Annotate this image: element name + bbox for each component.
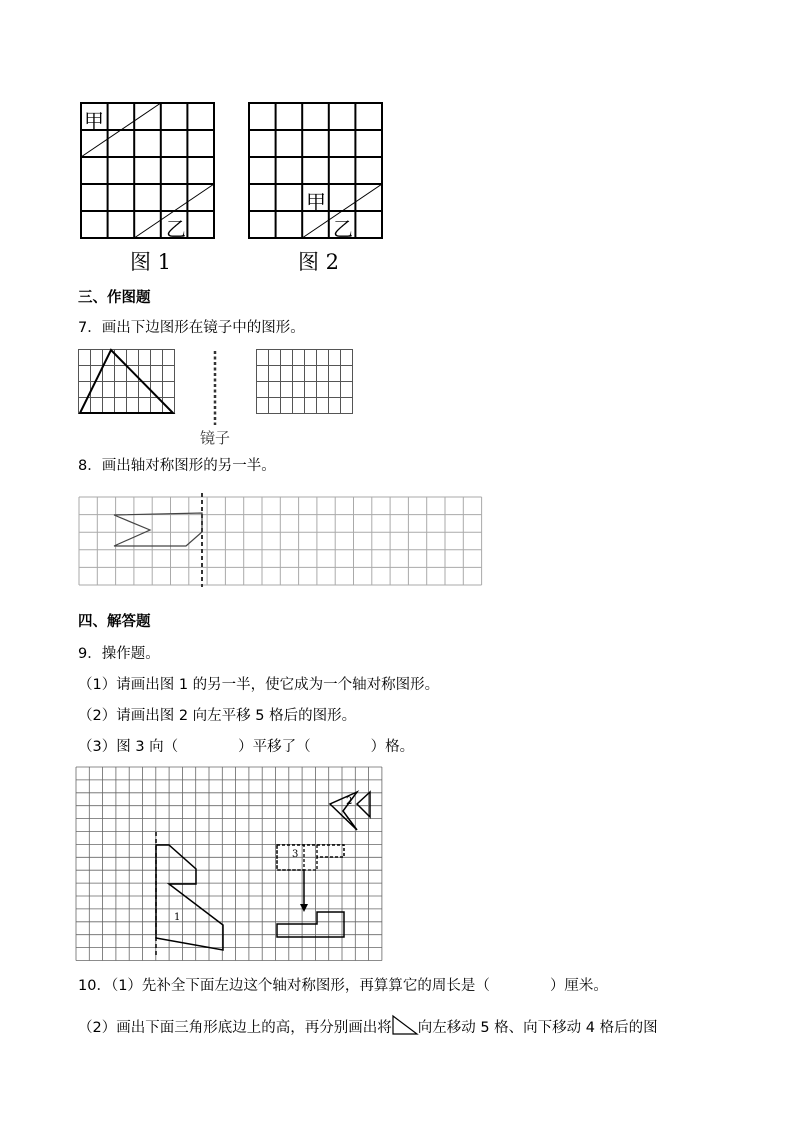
question-7-right-grid [256,349,354,415]
question-7-left-grid [78,349,176,415]
question-9-grid [75,766,385,966]
figure-1-label: 图 1 [130,250,172,274]
figure-2-label: 图 2 [298,250,340,274]
question-9-figure-1-label: 1 [174,912,181,923]
question-10-line-1 [78,976,608,996]
question-7-text: 7．画出下边图形在镜子中的图形。 [78,320,305,336]
question-9-figure-3-label: 3 [292,849,299,860]
figure-1-char-yi: 乙 [166,217,186,241]
question-8-grid [78,495,482,587]
question-10-line-2 [78,1014,658,1038]
question-10-line-2-part-a: （2）画出下面三角形底边上的高，再分别画出将 [78,1020,392,1036]
mirror-label: 镜子 [200,429,231,447]
figure-1-char-jia: 甲 [84,109,104,133]
question-9-sub-3-part-c: ）格。 [370,739,415,755]
question-8-text: 8．画出轴对称图形的另一半。 [78,458,276,474]
question-9-figure-3-moved [277,912,344,937]
figure-2-grid [248,102,384,242]
section-4-title: 四、解答题 [78,614,151,630]
question-9-figure-1 [156,845,223,950]
figure-1 [80,102,216,272]
question-10-line-1-part-a: 10．（1）先补全下面左边这个轴对称图形，再算算它的周长是（ [78,978,490,994]
question-9-figure-2 [330,792,357,830]
question-10-line-2-part-b: 向左移动 5 格、向下移动 4 格后的图 [417,1020,658,1036]
question-9-figure-2-small [357,792,370,817]
section-3-title: 三、作图题 [78,290,151,306]
question-9-arrow-head [300,904,308,912]
question-10-line-1-part-b: ）厘米。 [549,978,608,994]
figure-2-char-jia: 甲 [306,190,326,214]
question-9-text: 9．操作题。 [78,646,160,662]
figure-2 [248,102,384,272]
mirror-line [213,351,217,425]
triangle-icon [392,1014,418,1036]
question-9-sub-3-part-b: ）平移了（ [238,739,311,755]
question-9-sub-3-part-a: （3）图 3 向（ [78,739,179,755]
question-9-figure-2-label: 2 [346,796,353,807]
question-9-sub-2: （2）请画出图 2 向左平移 5 格后的图形。 [78,708,357,724]
figure-2-char-yi: 乙 [333,217,353,241]
question-9-sub-1: （1）请画出图 1 的另一半，使它成为一个轴对称图形。 [78,677,440,693]
question-9-sub-3 [78,737,414,757]
